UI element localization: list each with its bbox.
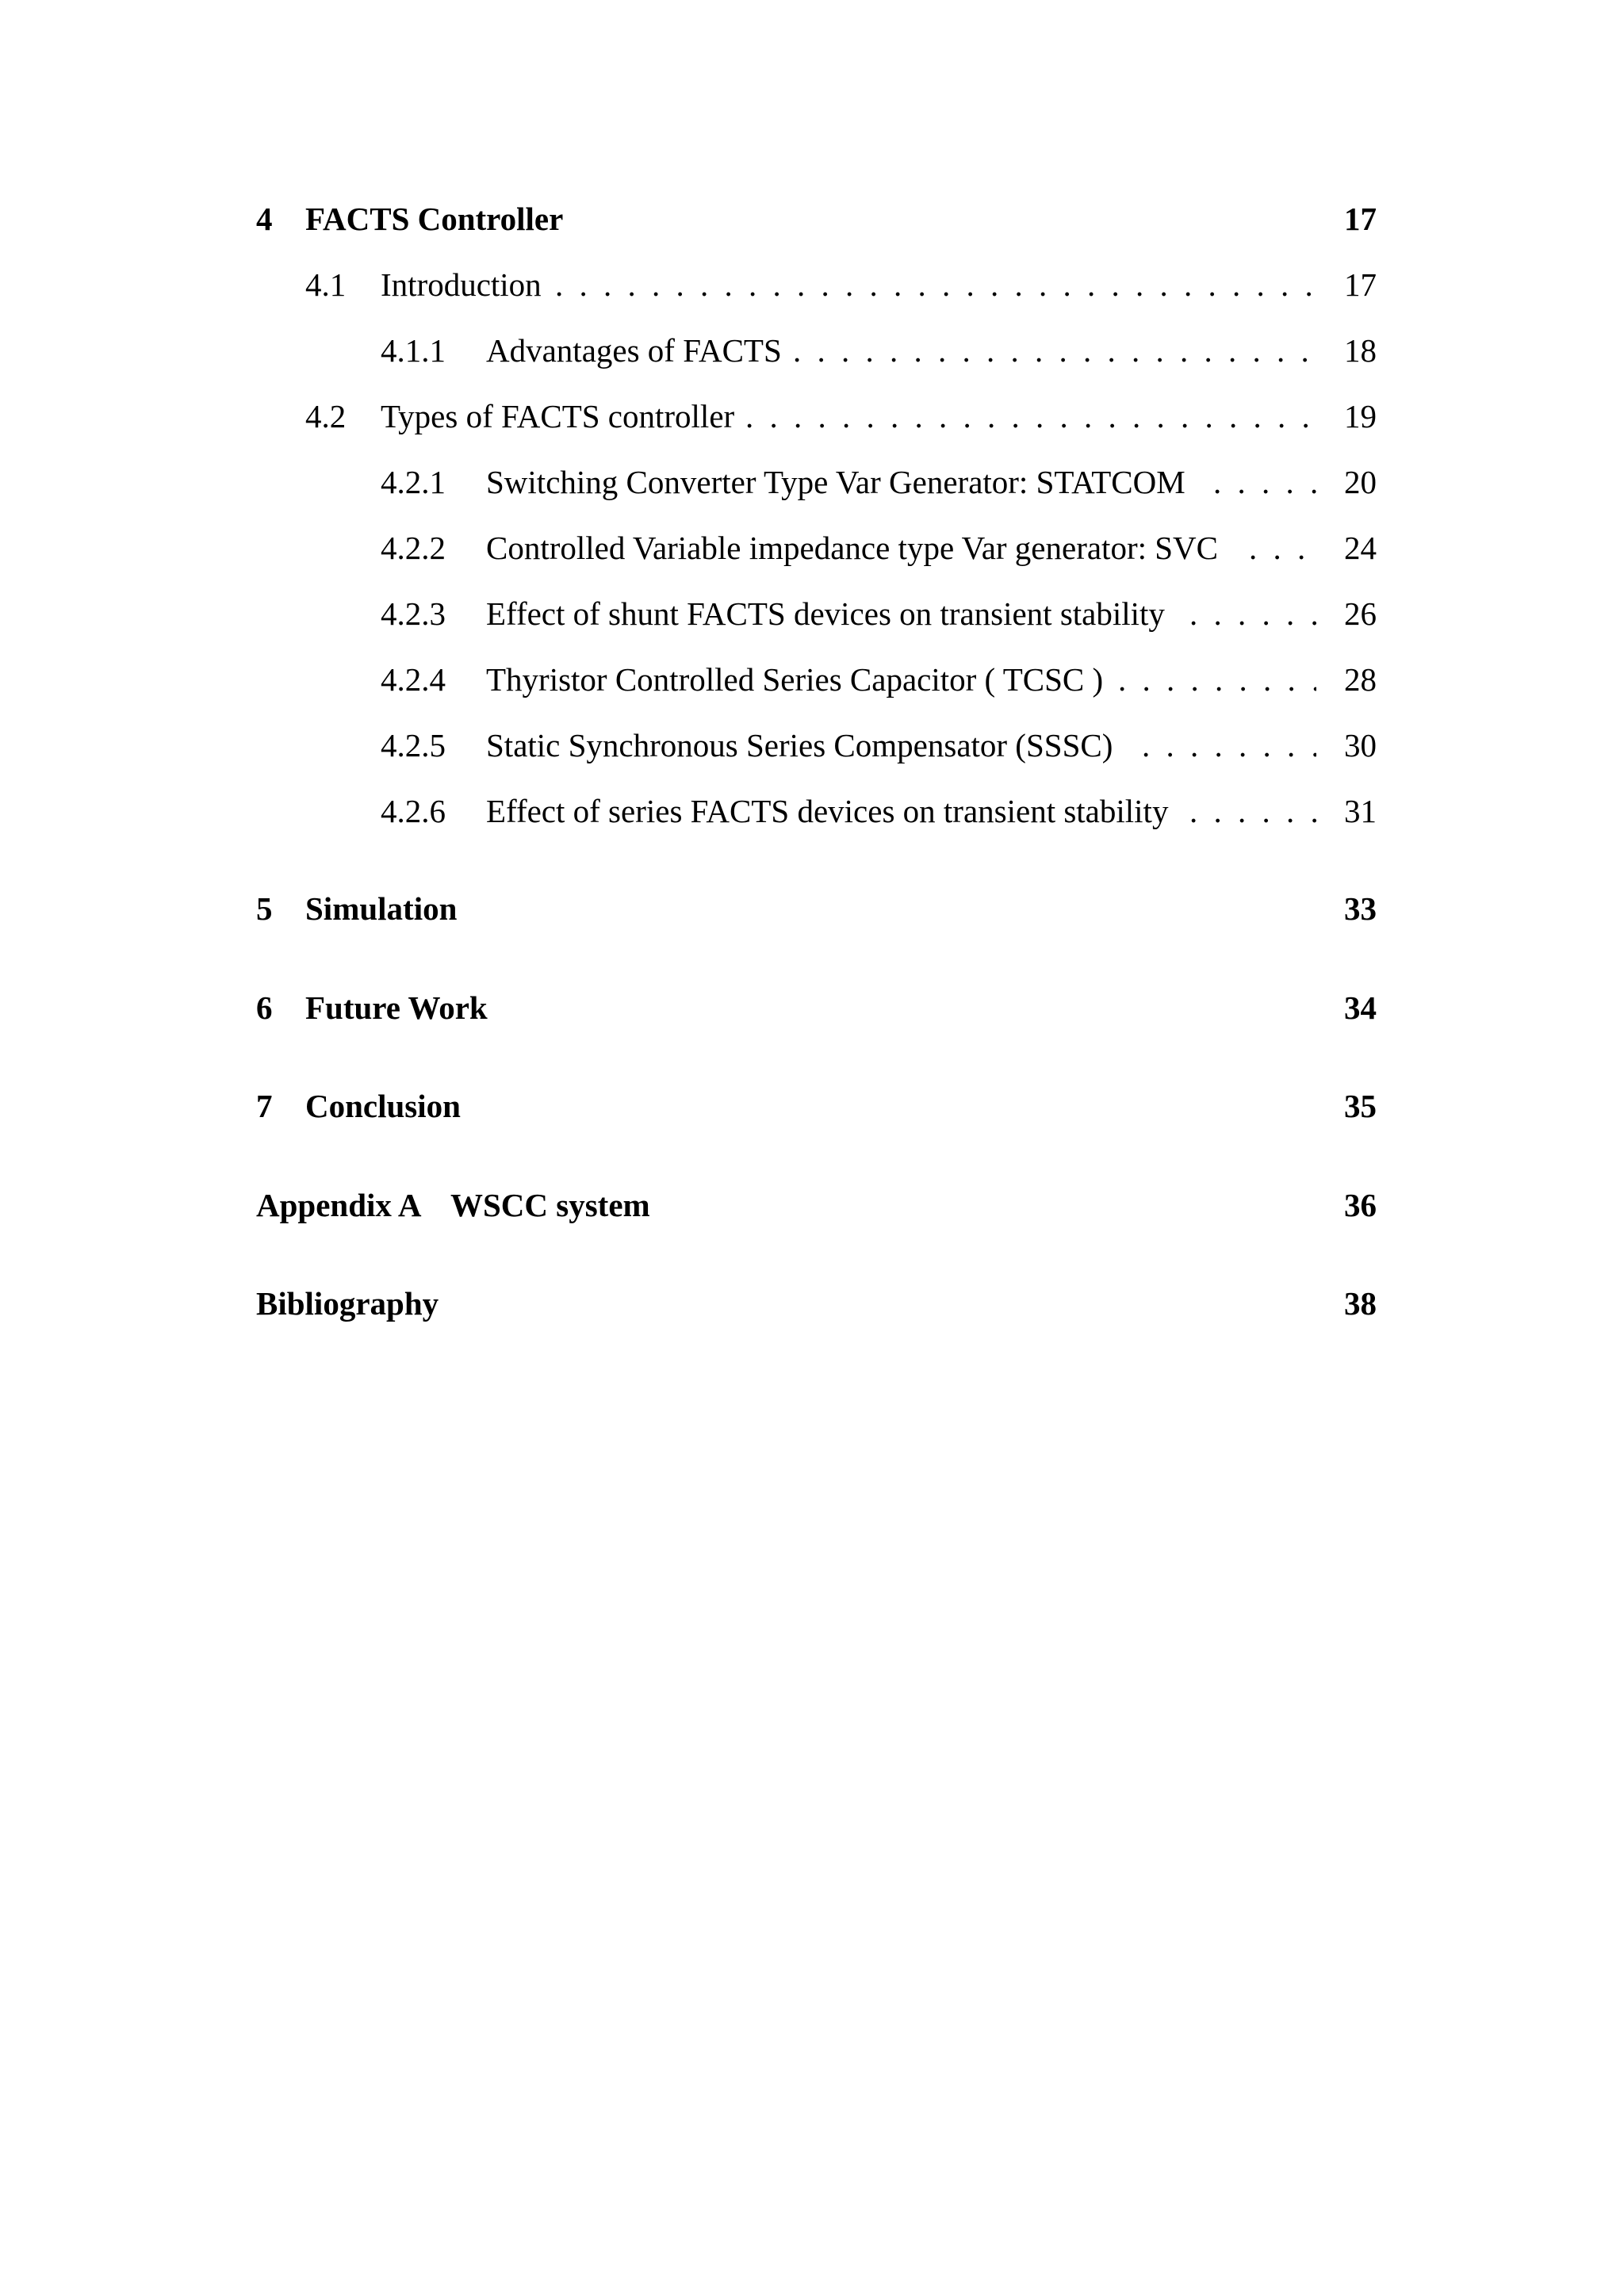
toc-chapter-number: 5 bbox=[256, 890, 273, 927]
toc-page-number: 35 bbox=[1344, 1088, 1377, 1124]
toc-section-4-2[interactable] bbox=[0, 392, 1624, 440]
toc-appendix-a[interactable] bbox=[0, 1181, 1624, 1229]
toc-section-number: 4.2 bbox=[305, 398, 347, 434]
toc-page-number: 30 bbox=[1344, 727, 1377, 763]
toc-page-number: 31 bbox=[1344, 793, 1377, 829]
toc-chapter-title: Conclusion bbox=[305, 1088, 461, 1124]
toc-dot-leader bbox=[1249, 524, 1316, 572]
toc-chapter-number: 7 bbox=[256, 1088, 273, 1124]
toc-subsection-4-2-3[interactable] bbox=[0, 590, 1624, 637]
toc-appendix-label: Appendix A bbox=[256, 1187, 422, 1223]
toc-chapter-title: FACTS Controller bbox=[305, 201, 564, 237]
toc-dot-leader bbox=[1118, 656, 1316, 703]
toc-subsection-title: Effect of series FACTS devices on transient stability bbox=[486, 793, 1169, 829]
toc-page-number: 19 bbox=[1344, 398, 1377, 434]
toc-subsection-title: Controlled Variable impedance type Var generator: SVC bbox=[486, 530, 1219, 566]
toc-subsection-title: Advantages of FACTS bbox=[486, 332, 782, 369]
toc-subsection-number: 4.2.5 bbox=[381, 727, 446, 763]
toc-subsection-title: Static Synchronous Series Compensator (SSSC) bbox=[486, 727, 1113, 763]
toc-chapter-4[interactable] bbox=[0, 195, 1624, 243]
toc-dot-leader bbox=[793, 327, 1316, 374]
toc-subsection-4-2-2[interactable] bbox=[0, 524, 1624, 572]
toc-page-number: 20 bbox=[1344, 464, 1377, 500]
toc-dot-leader bbox=[745, 392, 1316, 440]
toc-page-number: 26 bbox=[1344, 595, 1377, 632]
toc-subsection-4-1-1[interactable] bbox=[0, 327, 1624, 374]
toc-subsection-4-2-4[interactable] bbox=[0, 656, 1624, 703]
toc-subsection-number: 4.2.2 bbox=[381, 530, 446, 566]
toc-appendix-title: WSCC system bbox=[450, 1187, 650, 1223]
toc-section-4-1[interactable] bbox=[0, 261, 1624, 308]
toc-dot-leader bbox=[1213, 458, 1316, 506]
toc-chapter-number: 4 bbox=[256, 201, 273, 237]
toc-dot-leader bbox=[1189, 590, 1316, 637]
toc-subsection-number: 4.2.3 bbox=[381, 595, 446, 632]
toc-page-number: 36 bbox=[1344, 1187, 1377, 1223]
toc-page-number: 17 bbox=[1344, 201, 1377, 237]
toc-page-number: 34 bbox=[1344, 989, 1377, 1026]
toc-subsection-4-2-6[interactable] bbox=[0, 787, 1624, 835]
toc-subsection-number: 4.2.6 bbox=[381, 793, 446, 829]
toc-section-title: Introduction bbox=[381, 266, 542, 303]
toc-page-number: 17 bbox=[1344, 266, 1377, 303]
toc-chapter-number: 6 bbox=[256, 989, 273, 1026]
toc-chapter-5[interactable] bbox=[0, 885, 1624, 932]
toc-subsection-number: 4.2.4 bbox=[381, 661, 446, 698]
toc-dot-leader bbox=[1189, 787, 1316, 835]
toc-page-number: 24 bbox=[1344, 530, 1377, 566]
toc-chapter-title: Simulation bbox=[305, 890, 458, 927]
toc-chapter-6[interactable] bbox=[0, 984, 1624, 1031]
toc-subsection-number: 4.2.1 bbox=[381, 464, 446, 500]
toc-subsection-title: Effect of shunt FACTS devices on transient stability bbox=[486, 595, 1165, 632]
toc-subsection-4-2-5[interactable] bbox=[0, 721, 1624, 769]
toc-page-number: 33 bbox=[1344, 890, 1377, 927]
toc-chapter-title: Future Work bbox=[305, 989, 488, 1026]
toc-dot-leader bbox=[1142, 721, 1316, 769]
toc-section-number: 4.1 bbox=[305, 266, 347, 303]
toc-subsection-4-2-1[interactable] bbox=[0, 458, 1624, 506]
toc-page-number: 18 bbox=[1344, 332, 1377, 369]
toc-dot-leader bbox=[555, 261, 1316, 308]
toc-subsection-title: Thyristor Controlled Series Capacitor ( TCSC ) bbox=[486, 661, 1104, 698]
toc-bibliography-title: Bibliography bbox=[256, 1285, 439, 1322]
toc-page-number: 28 bbox=[1344, 661, 1377, 698]
toc-subsection-title: Switching Converter Type Var Generator: STATCOM bbox=[486, 464, 1185, 500]
toc-section-title: Types of FACTS controller bbox=[381, 398, 735, 434]
toc-chapter-7[interactable] bbox=[0, 1082, 1624, 1130]
toc-subsection-number: 4.1.1 bbox=[381, 332, 446, 369]
toc-page-number: 38 bbox=[1344, 1285, 1377, 1322]
toc-bibliography[interactable] bbox=[0, 1280, 1624, 1327]
